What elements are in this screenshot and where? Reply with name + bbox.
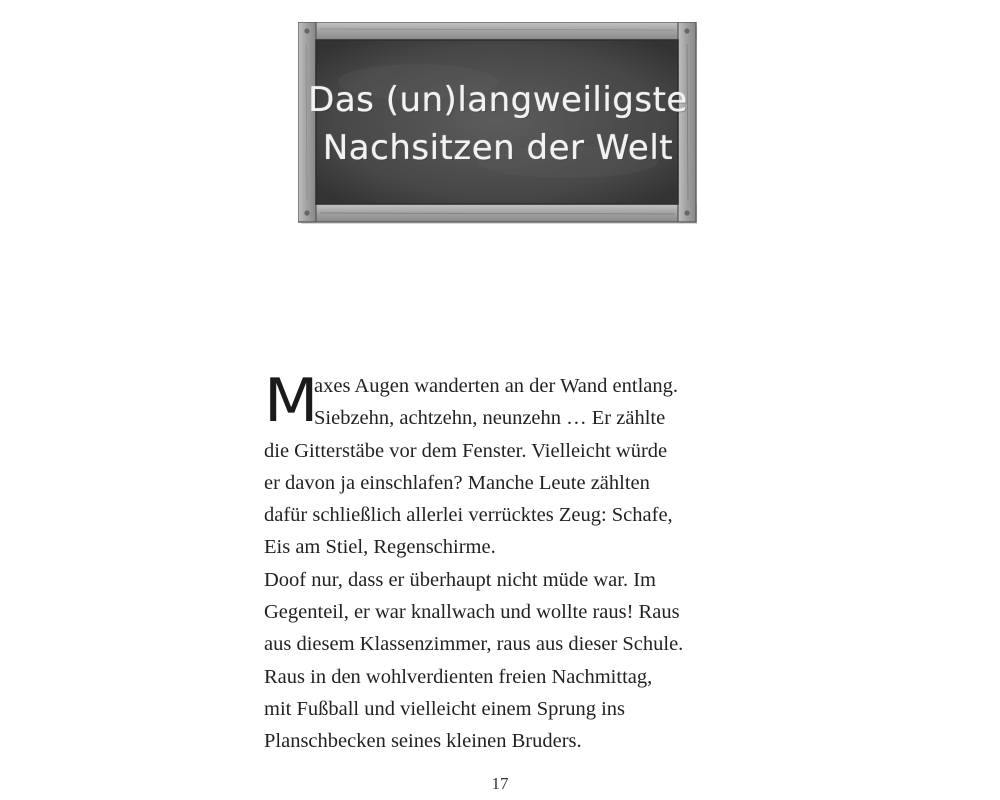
paragraph-1	[264, 366, 764, 564]
text-line: aus diesem Klassenzimmer, raus aus dieser Schule.	[264, 633, 684, 656]
page-number: 17	[491, 774, 509, 793]
chapter-title	[298, 22, 698, 225]
text-line: dafür schließlich allerlei verrücktes Zeug: Schafe,	[264, 504, 673, 527]
text-line: axes Augen wanderten an der Wand entlang.	[314, 375, 678, 397]
paragraph-2	[264, 564, 764, 758]
chapter-heading-chalkboard	[298, 22, 698, 225]
text-line: die Gitterstäbe vor dem Fenster. Vielleicht würde	[264, 439, 668, 462]
drop-cap: M	[264, 366, 319, 436]
text-line: mit Fußball und vielleicht einem Sprung ins	[264, 697, 625, 720]
text-line: Raus in den wohlverdienten freien Nachmittag,	[264, 665, 653, 688]
text-line: Siebzehn, achtzehn, neunzehn … Er zählte	[314, 407, 666, 430]
text-line: Eis am Stiel, Regenschirme.	[264, 536, 496, 559]
text-line: er davon ja einschlafen? Manche Leute zählten	[264, 471, 650, 494]
text-line: Doof nur, dass er überhaupt nicht müde war. Im	[264, 568, 656, 591]
text-line: Gegenteil, er war knallwach und wollte raus! Raus	[264, 601, 680, 624]
body-text	[264, 366, 764, 758]
text-line: Planschbecken seines kleinen Bruders.	[264, 730, 582, 753]
chapter-title-line-1: Das (un)langweiligste	[308, 79, 688, 120]
chapter-title-line-2: Nachsitzen der Welt	[322, 127, 674, 168]
